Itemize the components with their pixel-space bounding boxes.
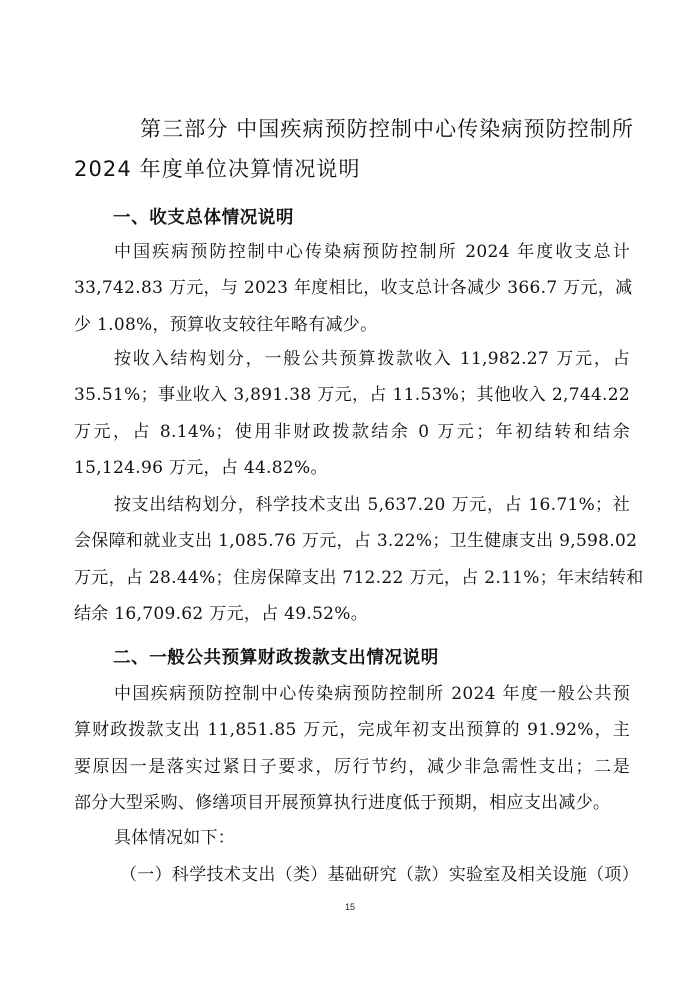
- subsection-item-1: [74, 857, 639, 893]
- paragraph-budget-expenditure: [74, 676, 630, 821]
- paragraph-line: 按收入结构划分，一般公共预算拨款收入 11,982.27 万元，占: [114, 349, 630, 369]
- paragraph-line: 具体情况如下：: [114, 828, 236, 848]
- paragraph-line: 算财政拨款支出 11,851.85 万元，完成年初支出预算的 91.92%，主: [74, 720, 630, 741]
- paragraph-line: 15,124.96 万元，占 44.82%。: [74, 457, 328, 478]
- paragraph-line: 万元，占 28.44%；住房保障支出 712.22 万元，占 2.11%；年末结转和: [74, 567, 644, 588]
- page-number: 15: [344, 902, 355, 912]
- paragraph-line: 中国疾病预防控制中心传染病预防控制所 2024 年度一般公共预: [114, 684, 630, 704]
- paragraph-line: 部分大型采购、修缮项目开展预算执行进度低于预期，相应支出减少。: [74, 792, 611, 813]
- paragraph-line: 按支出结构划分，科学技术支出 5,637.20 万元，占 16.71%；社: [114, 495, 630, 515]
- paragraph-expense-structure: [74, 487, 644, 632]
- paragraph-line: 要原因一是落实过紧日子要求，厉行节约，减少非急需性支出；二是: [74, 756, 630, 777]
- paragraph-line: 35.51%；事业收入 3,891.38 万元，占 11.53%；其他收入 2,744.22: [74, 385, 630, 406]
- paragraph-line: 中国疾病预防控制中心传染病预防控制所 2024 年度收支总计: [114, 242, 630, 262]
- paragraph-total-income-expense: [74, 234, 633, 343]
- paragraph-line: 会保障和就业支出 1,085.76 万元，占 3.22%；卫生健康支出 9,598.02: [74, 531, 638, 552]
- paragraph-line: 少 1.08%，预算收支较往年略有减少。: [74, 314, 378, 335]
- document-title: [74, 112, 634, 186]
- paragraph-line: 结余 16,709.62 万元，占 49.52%。: [74, 603, 369, 624]
- paragraph-line: （一）科学技术支出（类）基础研究（款）实验室及相关设施（项）: [120, 865, 639, 885]
- paragraph-line: 万元，占 8.14%；使用非财政拨款结余 0 万元；年初结转和结余: [74, 421, 630, 442]
- title-line-2: 2024 年度单位决算情况说明: [74, 157, 361, 181]
- paragraph-details-intro: [74, 820, 630, 856]
- section-heading-2: 二、一般公共预算财政拨款支出情况说明: [113, 648, 439, 668]
- paragraph-income-structure: [74, 341, 630, 486]
- paragraph-line: 33,742.83 万元，与 2023 年度相比，收支总计各减少 366.7 万元，减: [74, 278, 633, 299]
- title-line-1: 第三部分 中国疾病预防控制中心传染病预防控制所: [140, 117, 634, 141]
- section-heading-1: 一、收支总体情况说明: [113, 208, 294, 228]
